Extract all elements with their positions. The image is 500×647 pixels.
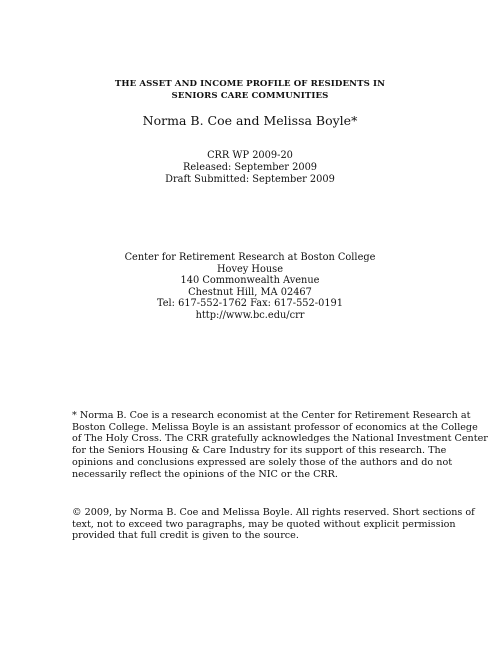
- footnote-line: opinions and conclusions expressed are solely those of the authors and do not: [72, 456, 453, 468]
- footnote-line: of The Holy Cross. The CRR gratefully acknowledges the National Investment Center: [72, 433, 488, 445]
- author-line: Norma B. Coe and Melissa Boyle*: [142, 113, 358, 128]
- title-line-1: THE ASSET AND INCOME PROFILE OF RESIDENTS IN: [114, 79, 386, 89]
- author-footnote: [72, 410, 488, 480]
- copyright-line: text, not to exceed two paragraphs, may be quoted without explicit permission: [72, 518, 456, 530]
- working-paper-number: CRR WP 2009-20: [207, 150, 293, 161]
- footnote-line: for the Seniors Housing & Care Industry for its support of this research. The: [72, 445, 447, 457]
- website-url: http://www.bc.edu/crr: [195, 309, 305, 321]
- footnote-line: necessarily reflect the opinions of the NIC or the CRR.: [72, 468, 338, 480]
- building-name: Hovey House: [217, 263, 283, 275]
- copyright-notice: [72, 507, 475, 542]
- organization-name: Center for Retirement Research at Boston College: [124, 252, 376, 263]
- street-address: 140 Commonwealth Avenue: [180, 275, 320, 287]
- draft-date: Draft Submitted: September 2009: [165, 174, 335, 185]
- title-line-2: SENIORS CARE COMMUNITIES: [171, 91, 329, 101]
- footnote-line: * Norma B. Coe is a research economist at the Center for Retirement Research at: [72, 410, 471, 421]
- footnote-line: Boston College. Melissa Boyle is an assistant professor of economics at the College: [72, 421, 478, 433]
- paper-metadata: [0, 150, 500, 186]
- paper-title: [0, 78, 500, 102]
- institution-address: [0, 252, 500, 322]
- copyright-line: provided that full credit is given to the source.: [72, 530, 299, 542]
- copyright-line: © 2009, by Norma B. Coe and Melissa Boyle. All rights reserved. Short sections of: [72, 507, 475, 518]
- phone-fax: Tel: 617-552-1762 Fax: 617-552-0191: [156, 298, 344, 310]
- city-state-zip: Chestnut Hill, MA 02467: [188, 286, 312, 298]
- release-date: Released: September 2009: [182, 162, 318, 173]
